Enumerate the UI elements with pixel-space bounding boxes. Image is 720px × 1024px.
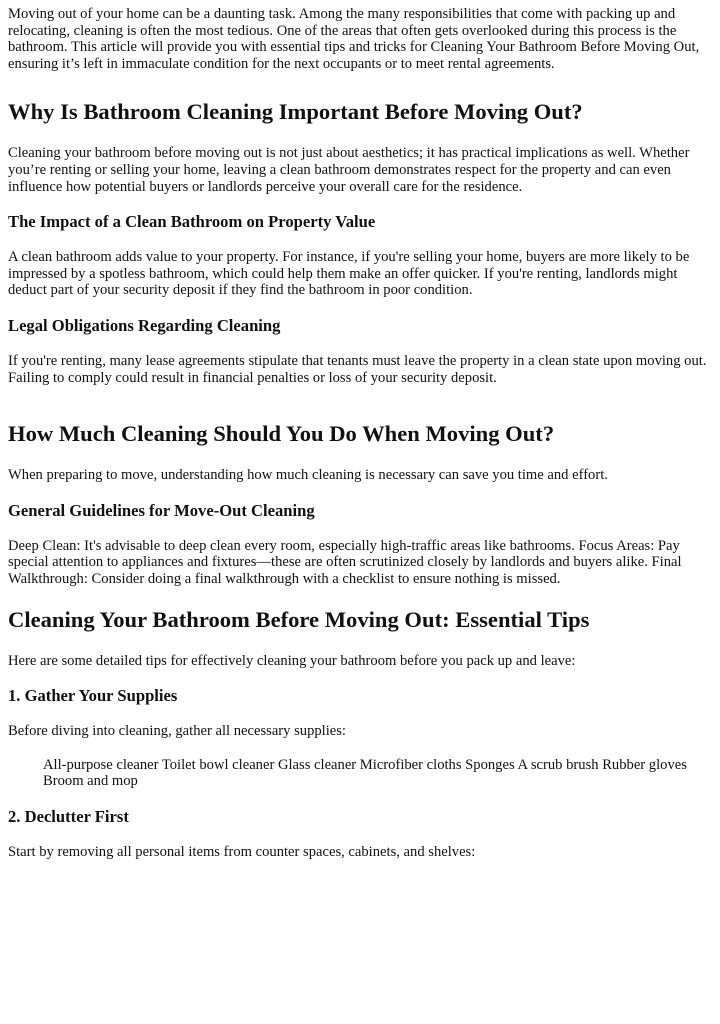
body-supplies: Before diving into cleaning, gather all necessary supplies: (8, 723, 346, 740)
section-heading-tips: Cleaning Your Bathroom Before Moving Out: Essential Tips (8, 606, 590, 632)
section-heading-how-much: How Much Cleaning Should You Do When Moving Out? (8, 421, 555, 447)
body-legal: If you're renting, many lease agreements stipulate that tenants must leave the property in a clean state upon moving out. Failing to comply could result in financial penalties or loss of your security deposit. (8, 352, 707, 386)
body-declutter: Start by removing all personal items from counter spaces, cabinets, and shelves: (8, 843, 476, 860)
subheading-property-value: The Impact of a Clean Bathroom on Property Value (8, 212, 376, 232)
subheading-guidelines: General Guidelines for Move-Out Cleaning (8, 500, 315, 520)
article-page (0, 6, 720, 860)
section-body-why: Cleaning your bathroom before moving out is not just about aesthetics; it has practical implications as well. Whether you’re renting or selling your home, leaving a clean bathroom demonstrates respect for the property and can even influence how potential buyers or landlords perceive your overall care for the residence. (8, 145, 690, 195)
subheading-legal: Legal Obligations Regarding Cleaning (8, 315, 281, 335)
subheading-declutter: 2. Declutter First (8, 806, 129, 826)
subheading-supplies: 1. Gather Your Supplies (8, 686, 178, 706)
intro-paragraph: Moving out of your home can be a daunting task. Among the many responsibilities that come with packing up and relocating, cleaning is often the most tedious. One of the areas that often gets overlooked during this process is the bathroom. This article will provide you with essential tips and tricks for Cleaning Your Bathroom Before Moving Out, ensuring it’s left in immaculate condition for the next occupants or to meet rental agreements. (8, 6, 700, 72)
section-body-how-much: When preparing to move, understanding how much cleaning is necessary can save you time and effort. (8, 467, 608, 484)
body-guidelines: Deep Clean: It's advisable to deep clean every room, especially high-traffic areas like bathrooms. Focus Areas: Pay special attention to appliances and fixtures—these are often scrutinized closely by landlords and buyers alike. Final Walkthrough: Consider doing a final walkthrough with a checklist to ensure nothing is missed. (8, 537, 682, 587)
body-property-value: A clean bathroom adds value to your property. For instance, if you're selling your home, buyers are more likely to be impressed by a spotless bathroom, which could help them make an offer quicker. If you're renting, landlords might deduct part of your security deposit if they find the bathroom in poor condition. (8, 249, 690, 299)
section-heading-why: Why Is Bathroom Cleaning Important Before Moving Out? (8, 99, 583, 125)
section-body-tips: Here are some detailed tips for effectively cleaning your bathroom before you pack up and leave: (8, 652, 576, 669)
supplies-list: All-purpose cleaner Toilet bowl cleaner Glass cleaner Microfiber cloths Sponges A scrub brush Rubber gloves Broom and mop (43, 756, 687, 790)
